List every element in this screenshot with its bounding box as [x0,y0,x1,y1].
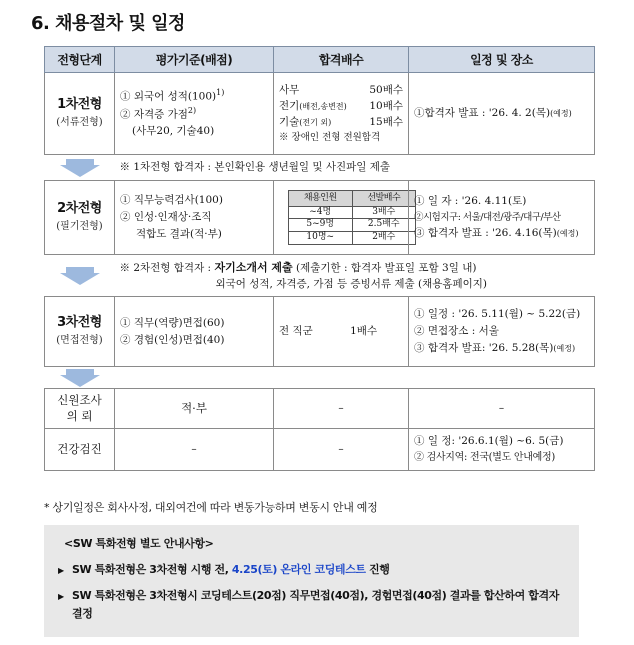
stage1-mult-value-2: 15배수 [369,116,403,129]
header-stage: 전형단계 [45,47,115,73]
stage2-crit3: 적합도 결과(적·부) [136,227,222,240]
down-arrow-icon [60,159,100,177]
stage3-sub: (면접전형) [56,334,103,346]
mini-cell: 3배수 [352,206,416,219]
stage5-name-cell [45,429,115,471]
stage3-crit2: ② 경험(인성)면접(40) [120,333,225,346]
stage1-mult-detail-2: (전기 외) [299,118,332,128]
down-arrow-icon [60,369,100,387]
stage2-name: 2차전형 [57,201,102,217]
stage1-note: ※ 1차전형 합격자 : 본인확인용 생년월일 및 사진파일 제출 [115,155,595,181]
stage1-schedule-small: (예정) [550,109,572,119]
mini-cell: 2배수 [352,232,416,245]
stage1-crit3: (사무20, 기술40) [132,125,215,138]
stage4-name-line2: 의 뢰 [66,408,93,423]
stage2-schedule [409,181,595,255]
stage1-multiplier [274,73,409,155]
stage1-schedule-text: ①합격자 발표 : '26. 4. 2(목) [414,107,551,120]
sw-item1-post: 진행 [365,563,390,576]
stage1-mult-label-1: 전기 [279,100,300,112]
stage2-crit1: ① 직무능력검사(100) [120,194,223,207]
stage1-crit1-sup: 1) [216,87,225,97]
table-row [289,232,416,245]
stage3-crit1: ① 직무(역량)면접(60) [120,316,225,329]
stage3-sched1: ① 일정 : '26. 5.11(월) ~ 5.22(금) [414,308,581,321]
mini-cell: 2.5배수 [352,219,416,232]
stage3-criteria [115,297,274,367]
stage1-schedule [409,73,595,155]
sw-item1-pre: SW 특화전형은 3차전형 시행 전, [72,563,232,576]
stage5-multiplier: – [274,429,409,471]
stage1-mult-value-1: 10배수 [369,100,403,112]
mini-cell: 5~9명 [289,219,353,232]
triangle-bullet-icon: ▶ [58,592,64,602]
stage3-mult-label: 전 직군 [279,325,313,338]
stage1-crit2-sup: 2) [187,106,197,116]
stage4-name-cell [45,389,115,429]
stage2-row [45,181,595,255]
down-arrow-icon [60,267,100,285]
stage5-name: 건강검진 [57,441,102,456]
stage2-multiplier [274,181,409,255]
stage3-sched3: ③ 합격자 발표: '26. 5.28(목) [414,341,554,354]
section-title: 6. 채용절차 및 일정 [31,13,185,34]
stage2-sched3-small: (예정) [556,229,579,239]
sw-item2: SW 특화전형은 3차전형시 코딩테스트(20점) 직무면접(40점), 경험면접(40점) 결과를 합산하여 합격자 결정 [72,589,559,621]
sw-item1-highlight: 4.25(토) 온라인 코딩테스트 [231,563,366,576]
stage1-crit1: ① 외국어 성적(100) [120,90,217,103]
table-row [289,219,416,232]
stage1-mult-label-2: 기술 [279,116,300,129]
arrow-cell-1 [45,155,115,181]
stage1-mult-detail-1: (배전,송변전) [299,102,347,111]
stage4-criteria: 적·부 [115,389,274,429]
stage2-crit2: ② 인성·인재상·조직 [120,211,212,224]
stage2-sub: (필기전형) [56,220,103,232]
recruitment-schedule-table [44,46,595,471]
stage3-sched3-small: (예정) [553,343,576,353]
triangle-bullet-icon: ▶ [58,566,64,575]
arrow-cell-2 [45,255,115,297]
stage3-schedule [409,297,595,367]
sw-notice-box [44,525,579,637]
stage1-mult-note: ※ 장애인 전형 전원합격 [279,131,381,143]
header-schedule: 일정 및 장소 [409,47,595,73]
mini-cell: 10명~ [289,232,353,245]
stage4-name-line1: 신원조사 [57,392,102,407]
stage2-note-suffix: (제출기한 : 합격자 발표일 포함 3일 내) [292,261,477,274]
sw-notice-heading: <SW 특화전형 별도 안내사항> [64,537,214,550]
stage5-criteria: – [115,429,274,471]
stage2-note-row [45,255,595,297]
stage2-name-cell [45,181,115,255]
stage3-name-cell [45,297,115,367]
stage1-criteria [115,73,274,155]
stage1-mult-value-0: 50배수 [369,83,403,96]
stage2-criteria [115,181,274,255]
stage4-row [45,389,595,429]
stage2-note-prefix: ※ 2차전형 합격자 : [119,261,215,274]
stage3-name: 3차전형 [57,315,102,331]
stage1-sub: (서류전형) [56,116,103,128]
stage2-note [115,255,595,297]
stage5-schedule [409,429,595,471]
empty-gap-cell [115,367,595,389]
mini-cell: ~4명 [289,206,353,219]
stage4-schedule: – [409,389,595,429]
stage5-sched1: ① 일 정: '26.6.1(월) ~6. 5(금) [414,435,564,448]
stage1-row [45,73,595,155]
table-header-row [45,47,595,73]
stage3-sched2: ② 면접장소 : 서울 [414,325,499,338]
arrow-cell-3 [45,367,115,389]
stage1-mult-label-0: 사무 [279,83,300,96]
mini-header-count: 채용인원 [289,191,353,206]
stage3-row [45,297,595,367]
stage5-row [45,429,595,471]
stage3-mult-value: 1배수 [350,325,378,338]
stage1-name: 1차전형 [57,97,102,113]
stage2-note-bold: 자기소개서 제출 [214,260,293,274]
stage2-sched1: ① 일 자 : '26. 4.11(토) [414,195,527,208]
stage3-multiplier [274,297,409,367]
stage2-sched3: ③ 합격자 발표 : '26. 4.16(목) [414,227,557,240]
list-item [58,587,565,623]
mini-header-ratio: 선발배수 [352,191,416,206]
footnote: * 상기일정은 회사사정, 대외여건에 따라 변동가능하며 변동시 안내 예정 [44,501,378,514]
selection-ratio-table [288,190,416,244]
stage1-name-cell [45,73,115,155]
stage2-sched2: ②시험지구: 서울/대전/광주/대구/부산 [414,211,561,223]
header-criteria: 평가기준(배점) [115,47,274,73]
list-item [58,561,565,579]
stage1-note-row [45,155,595,181]
arrow-row-3 [45,367,595,389]
table-row [289,206,416,219]
stage4-multiplier: – [274,389,409,429]
stage5-sched2: ② 검사지역: 전국(별도 안내예정) [414,451,555,463]
stage2-note-line2: 외국어 성적, 자격증, 가점 등 증빙서류 제출 (채용홈페이지) [215,278,488,290]
stage1-crit2: ② 자격증 가점 [120,108,188,121]
header-multiplier: 합격배수 [274,47,409,73]
